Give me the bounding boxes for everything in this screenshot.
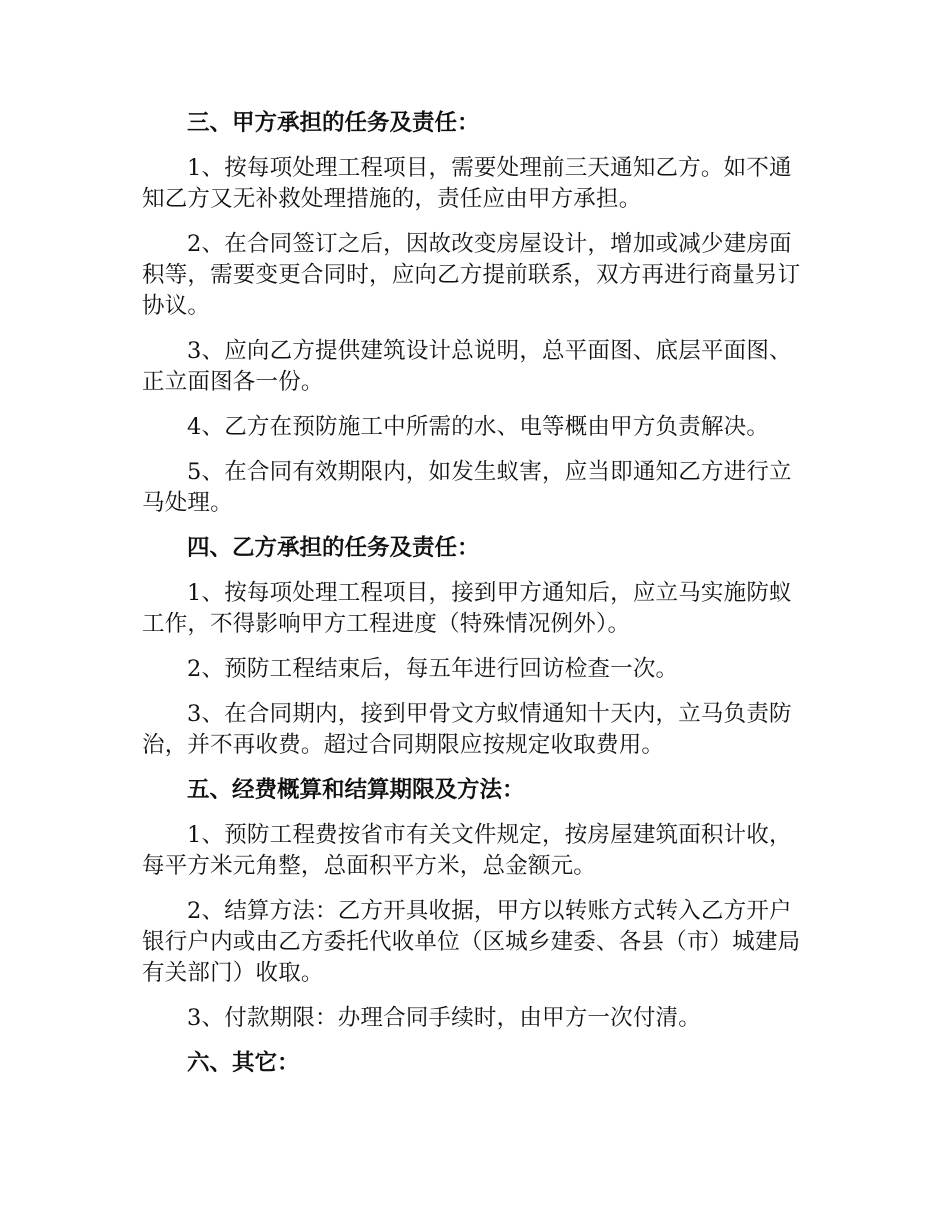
section-heading-4: 四、乙方承担的任务及责任： <box>187 535 480 561</box>
section-heading-6: 六、其它： <box>187 1050 300 1076</box>
paragraph: 2、结算方法：乙方开具收据，甲方以转账方式转入乙方开户银行户内或由乙方委托代收单位（区城乡建委、各县（市）城建局有关部门）收取。 <box>142 898 801 986</box>
paragraph: 2、在合同签订之后，因故改变房屋设计，增加或减少建房面积等，需要变更合同时，应向乙方提前联系，双方再进行商量另订协议。 <box>142 231 801 319</box>
paragraph: 3、应向乙方提供建筑设计总说明，总平面图、底层平面图、正立面图各一份。 <box>142 338 792 395</box>
paragraph: 1、按每项处理工程项目，接到甲方通知后，应立马实施防蚁工作，不得影响甲方工程进度（特殊情况例外）。 <box>142 580 792 637</box>
paragraph: 3、在合同期内，接到甲骨文方蚁情通知十天内，立马负责防治，并不再收费。超过合同期限应按规定收取费用。 <box>142 701 792 758</box>
paragraph: 1、预防工程费按省市有关文件规定，按房屋建筑面积计收，每平方米元角整，总面积平方米，总金额元。 <box>142 822 792 879</box>
paragraph: 4、乙方在预防施工中所需的水、电等概由甲方负责解决。 <box>187 414 770 440</box>
section-heading-5: 五、经费概算和结算期限及方法： <box>187 777 525 803</box>
paragraph: 5、在合同有效期限内，如发生蚁害，应当即通知乙方进行立马处理。 <box>142 459 792 516</box>
paragraph: 3、付款期限：办理合同手续时，由甲方一次付清。 <box>187 1005 701 1031</box>
paragraph: 2、预防工程结束后，每五年进行回访检查一次。 <box>187 656 679 682</box>
document-body <box>142 108 810 1093</box>
paragraph: 1、按每项处理工程项目，需要处理前三天通知乙方。如不通知乙方又无补救处理措施的，责任应由甲方承担。 <box>142 155 792 212</box>
section-heading-3: 三、甲方承担的任务及责任： <box>187 110 480 136</box>
